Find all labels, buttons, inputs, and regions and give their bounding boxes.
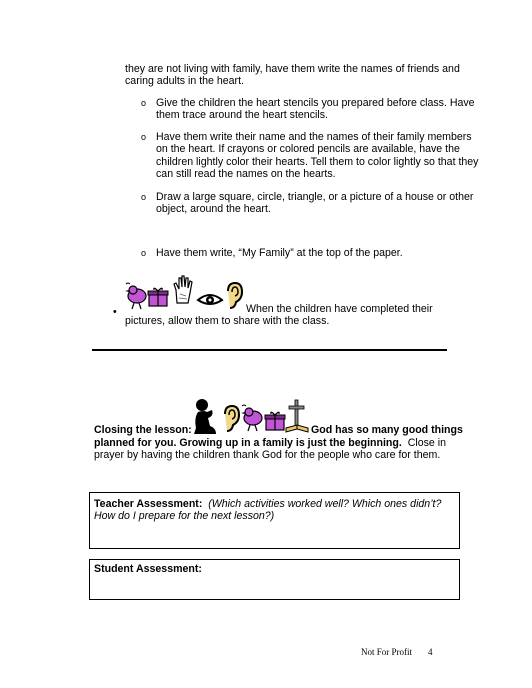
closing-bold-first: God has so many good things: [311, 424, 463, 436]
closing-bold-second: planned for you. Growing up in a family is just the beginning.: [94, 437, 402, 449]
list-item-text: Have them write their name and the names of their family members on the heart. If crayons or colored pencils are available, have the children lightly color their hearts. Tell them to color lightly so that they can still read the names on the hearts.: [156, 131, 479, 181]
closing-line3: prayer by having the children thank God for the people who care for them.: [94, 449, 441, 461]
talking-bird-icon: [240, 404, 266, 432]
cross-bible-icon: [285, 398, 309, 434]
closing-label: Closing the lesson:: [94, 424, 192, 436]
praying-child-icon: [192, 398, 220, 436]
list-item: [141, 97, 481, 122]
list-item-text: Give the children the heart stencils you prepared before class. Have them trace around the heart stencils.: [156, 97, 475, 122]
closing-line2: [94, 437, 474, 449]
footer-text: Not For Profit: [361, 647, 413, 657]
list-item: [141, 247, 481, 259]
list-item-text: Have them write, “My Family” at the top of the paper.: [156, 247, 403, 259]
share-bullet-text-line1: When the children have completed their: [246, 303, 433, 315]
bullet-marker: o: [141, 132, 147, 142]
teacher-assessment-label: Teacher Assessment:: [94, 498, 203, 510]
page-number: 4: [428, 647, 433, 657]
teacher-assessment-line1: [94, 498, 459, 510]
hand-icon: [172, 274, 194, 304]
teacher-assessment-prompt-line2: [94, 510, 459, 522]
ear-icon: [224, 281, 244, 311]
intro-continuation: they are not living with family, have them write the names of friends and caring adults in the heart.: [125, 63, 460, 88]
bullet-marker: o: [141, 192, 147, 202]
gift-icon: [147, 286, 169, 308]
teacher-assessment-prompt-text: How do I prepare for the next lesson?): [94, 510, 275, 522]
closing-rest-line2: Close in: [407, 437, 446, 449]
list-item: [141, 131, 481, 181]
teacher-assessment-box[interactable]: [89, 492, 460, 549]
student-assessment-box[interactable]: [89, 559, 460, 600]
bullet-marker: o: [141, 248, 147, 258]
share-bullet-text-line2: pictures, allow them to share with the class.: [125, 315, 330, 327]
section-divider: [92, 349, 447, 351]
gift-icon: [264, 410, 286, 432]
list-item-text: Draw a large square, circle, triangle, or a picture of a house or other object, around the heart.: [156, 191, 474, 216]
student-assessment-label: Student Assessment:: [94, 563, 202, 575]
eye-icon: [196, 292, 224, 308]
bullet-marker: o: [141, 98, 147, 108]
ear-icon: [221, 404, 241, 434]
share-bullet-marker: •: [113, 306, 117, 318]
teacher-assessment-prompt-line1: (Which activities worked well? Which ones didn’t?: [208, 498, 442, 510]
list-item: [141, 191, 481, 216]
